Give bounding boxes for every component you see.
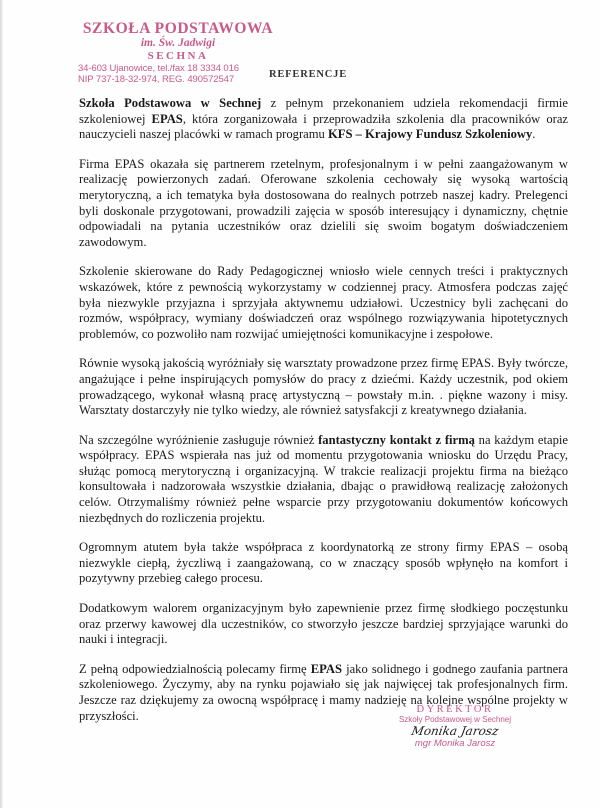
letter-paragraph (79, 356, 568, 418)
paragraph-text: . (532, 127, 536, 142)
school-patron: im. Św. Jadwigi (140, 37, 216, 49)
paragraph-text: Ogromnym atutem była także współpraca z koordynatorką ze strony firmy EPAS – osobą niezwykle ciepłą, życzliwą i zaangażowaną, co w znaczący sposób wpłynęło na komfort i pozytywny przebieg całego procesu. (79, 540, 568, 586)
emphasized-text: EPAS (151, 111, 183, 126)
emphasized-text: fantastyczny kontakt z firmą (318, 432, 475, 447)
school-registry: NIP 737-18-32-974, REG. 490572547 (78, 74, 235, 85)
page-edge-shadow (0, 0, 3, 808)
paragraph-text: Równie wysoką jakością wyróżniały się warsztaty prowadzone przez firmę EPAS. Były twórcze, angażujące i pełne inspirujących pomysłów do pracy z dziećmi. Każdy uczestnik, pod okiem prowadzącego, wykonał własną pracę artystyczną – powstały m.in. . piękne wazony i misy. Warsztaty dostarczyły nie tylko wiedzy, ale również satysfakcji z kreatywnego działania. (79, 356, 568, 418)
letter-paragraph (79, 601, 568, 648)
signatory-name: mgr Monika Jarosz (414, 738, 496, 749)
signatory-role: DYREKTOR (416, 704, 494, 715)
school-address: 34-603 Ujanowice, tel./fax 18 3334 016 (78, 63, 239, 74)
school-name: SZKOŁA PODSTAWOWA (82, 20, 274, 37)
handwritten-signature: Monika Jarosz (410, 724, 500, 738)
paragraph-text: jako solidnego i godnego zaufania partnera szkoleniowego. Życzymy, aby na rynku pojawiało się jak najwięcej tak profesjonalnych firm. Jeszcze raz dziękujemy za owocną współpracę i mamy nadzieję na kolejne wspólne projekty w przyszłości. (79, 661, 569, 723)
paragraph-text: , która zorganizowała i przeprowadziła szkolenia dla pracowników oraz nauczycieli naszej placówki w ramach programu (79, 111, 568, 142)
emphasized-text: Szkoła Podstawowa w Sechnej (79, 96, 262, 110)
letter-paragraph (79, 157, 568, 251)
letter-paragraph (79, 540, 568, 587)
emphasized-text: KFS – Krajowy Fundusz Szkoleniowy (327, 127, 533, 142)
letter-body (79, 96, 568, 738)
paragraph-text: na każdym etapie współpracy. EPAS wspierała nas już od momentu przygotowania wniosku do Urzędu Pracy, służąc pomocą merytoryczną i organizacyjną. W trakcie realizacji projektu firma na bieżąco konsultowała i nadzorowała wszystkie działania, dbając o prawidłową realizację założonych celów. Otrzymaliśmy również pełne wsparcie przy przygotowaniu dokumentów końcowych niezbędnych do rozliczenia projektu. (79, 432, 568, 525)
paragraph-text: Dodatkowym walorem organizacyjnym było zapewnienie przez firmę słodkiego poczęstunku oraz przerwy kawowej dla uczestników, co stworzyło jeszcze bardziej sprzyjające warunki do nauki i integracji. (79, 601, 568, 647)
letterhead-stamp (78, 20, 278, 85)
paragraph-text: Szkolenie skierowane do Rady Pedagogicznej wniosło wiele cennych treści i praktycznych wskazówek, które z pewnością wykorzystamy w codziennej pracy. Atmosfera podczas zajęć była niezwykle przyjazna i sprzyjała aktywnemu udziałowi. Uczestnicy byli zachęcani do rozmów, współpracy, wymiany doświadczeń oraz wspólnego rozwiązywania hipotetycznych problemów, co pozwoliło nam rozwijać umiejętności komunikacyjne i zespołowe. (79, 264, 568, 341)
letter-paragraph (79, 264, 568, 342)
letter-paragraph (79, 96, 568, 143)
paragraph-text: Na szczególne wyróżnienie zasługuje również (79, 432, 319, 447)
paragraph-text: Z pełną odpowiedzialnością polecamy firmę (79, 661, 311, 676)
letter-paragraph (79, 433, 568, 527)
signatory-school: Szkoły Podstawowej w Sechnej (398, 715, 512, 724)
paragraph-text: z pełnym przekonaniem udziela rekomendacji firmie szkoleniowej (79, 96, 568, 126)
signature-stamp (380, 705, 530, 749)
document-title: REFERENCJE (269, 69, 348, 80)
paragraph-text: Firma EPAS okazała się partnerem rzetelnym, profesjonalnym i w pełni zaangażowanym w realizację powierzonych zadań. Oferowane szkolenia cechowały się wysoką wartością merytoryczną, a ich tematyka była dostosowana do realnych potrzeb naszej kadry. Prelegenci byli doskonale przygotowani, prowadzili zajęcia w sposób interesujący i dynamiczny, chętnie odpowiadali na pytania uczestników oraz dzielili się swoim bogatym doświadczeniem zawodowym. (79, 156, 568, 249)
emphasized-text: EPAS (310, 661, 342, 676)
school-town: SECHNA (147, 50, 209, 62)
